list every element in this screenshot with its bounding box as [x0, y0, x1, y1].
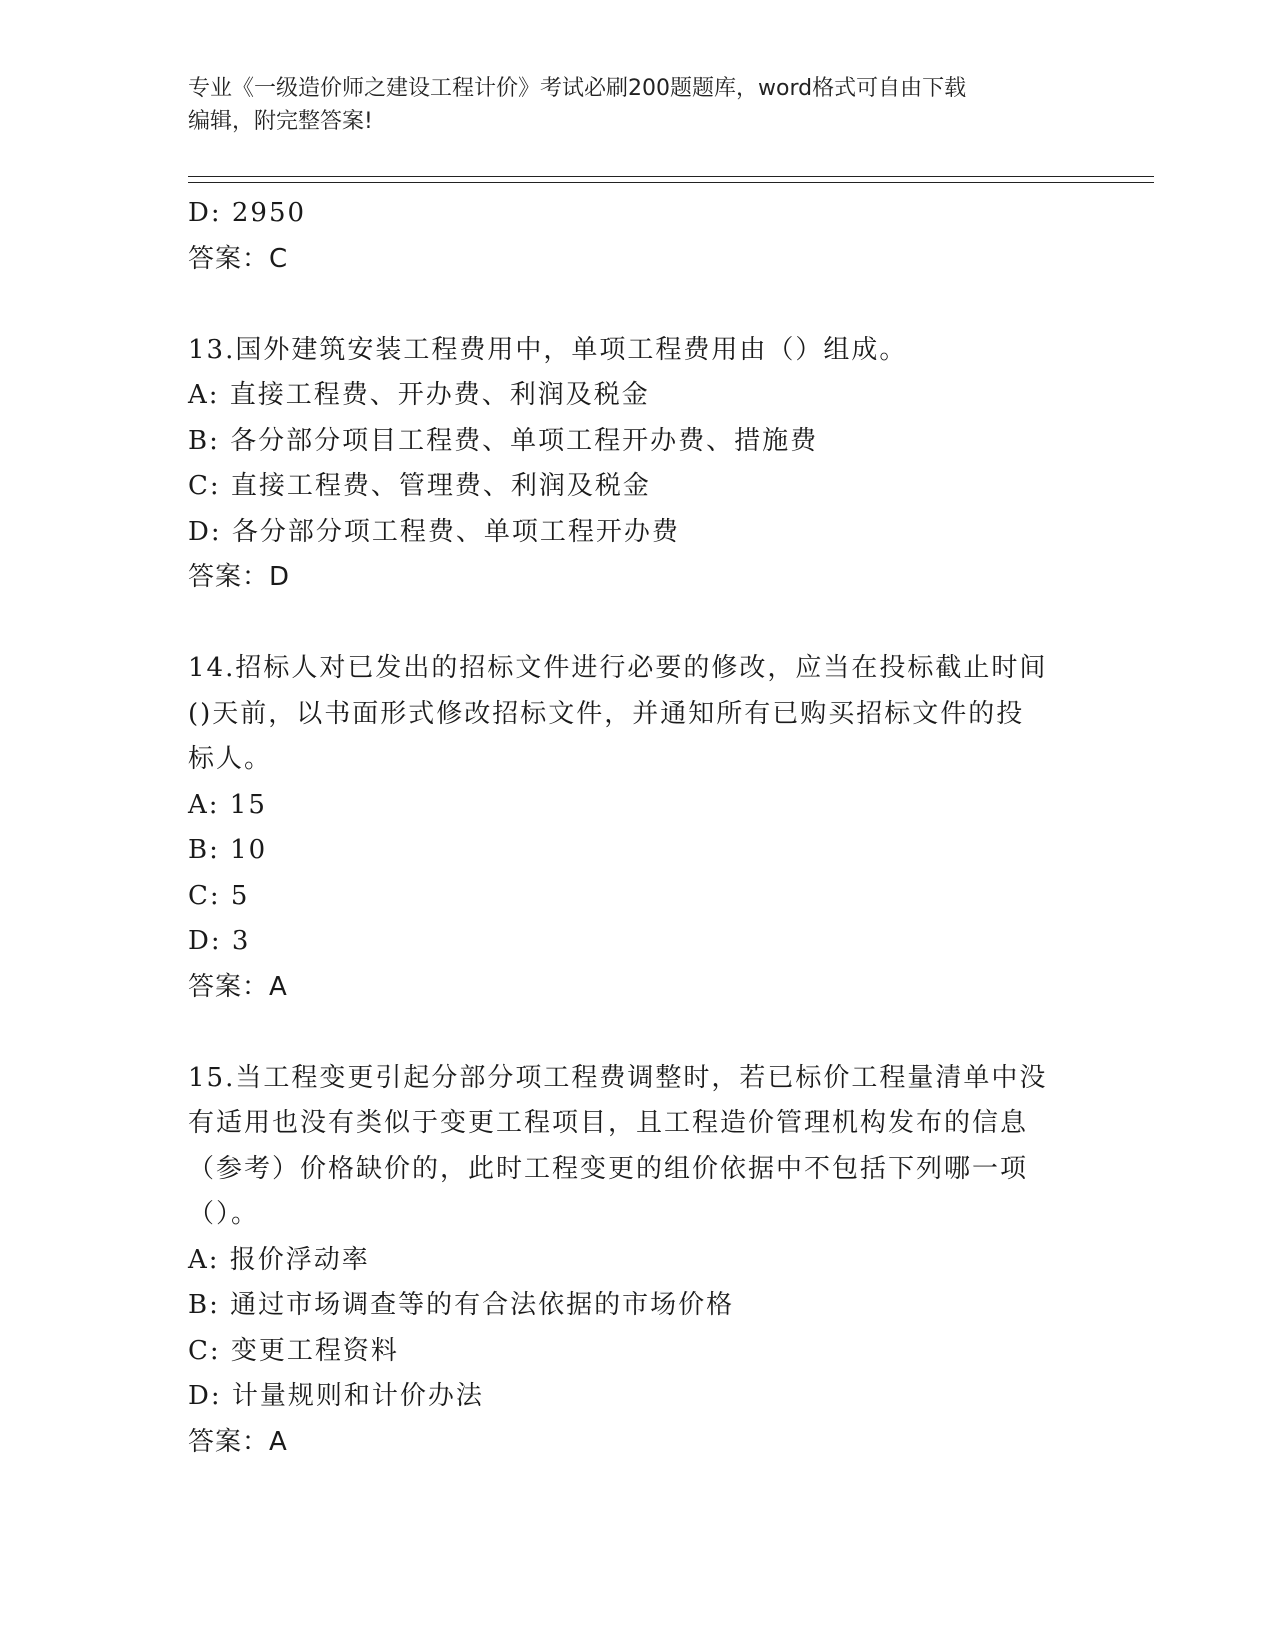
question-stem-line: 14.招标人对已发出的招标文件进行必要的修改，应当在投标截止时间: [188, 653, 1048, 683]
header-title-line-2: 编辑，附完整答案!: [188, 109, 373, 134]
spacer: [188, 601, 1088, 647]
option-c: C: 直接工程费、管理费、利润及税金: [188, 471, 651, 501]
header-divider-top: [188, 176, 1154, 177]
page-header: [188, 72, 1068, 138]
question-13: [188, 328, 1088, 601]
question-stem-line: （参考）价格缺价的，此时工程变更的组价依据中不包括下列哪一项: [188, 1153, 1029, 1184]
answer: 答案：A: [188, 1426, 288, 1457]
option-c: C: 5: [188, 880, 250, 911]
question-stem-line: 标人。: [188, 744, 273, 774]
question-stem-line: 15.当工程变更引起分部分项工程费调整时，若已标价工程量清单中没: [188, 1062, 1048, 1093]
option-d: D: 计量规则和计价办法: [188, 1381, 484, 1411]
option-b: B: 各分部分项目工程费、单项工程开办费、措施费: [188, 425, 819, 456]
option-b: B: 通过市场调查等的有合法依据的市场价格: [188, 1290, 735, 1320]
option-a: A: 直接工程费、开办费、利润及税金: [188, 380, 650, 410]
prev-option-d: D: 2950: [188, 198, 307, 228]
question-stem-line: 有适用也没有类似于变更工程项目，且工程造价管理机构发布的信息: [188, 1108, 1029, 1138]
option-b: B: 10: [188, 835, 268, 865]
answer: 答案：A: [188, 971, 288, 1002]
option-d: D: 3: [188, 926, 251, 956]
question-list: [188, 191, 1088, 1465]
option-c: C: 变更工程资料: [188, 1335, 399, 1366]
question-15: [188, 1056, 1088, 1466]
header-divider-bottom: [188, 182, 1154, 183]
option-a: A: 报价浮动率: [188, 1244, 370, 1275]
header-title-line-1: 专业《一级造价师之建设工程计价》考试必刷200题题库，word格式可自由下载: [188, 76, 967, 101]
spacer: [188, 1010, 1088, 1056]
spacer: [188, 282, 1088, 328]
question-stem: 13.国外建筑安装工程费用中，单项工程费用由（）组成。: [188, 334, 908, 365]
prev-answer: 答案：C: [188, 243, 289, 274]
answer: 答案：D: [188, 562, 291, 592]
option-a: A: 15: [188, 789, 267, 820]
option-d: D: 各分部分项工程费、单项工程开办费: [188, 516, 680, 547]
question-stem-line: ()天前，以书面形式修改招标文件，并通知所有已购买招标文件的投: [188, 698, 1025, 729]
question-14: [188, 646, 1088, 1010]
question-stem-line: （）。: [188, 1199, 260, 1229]
